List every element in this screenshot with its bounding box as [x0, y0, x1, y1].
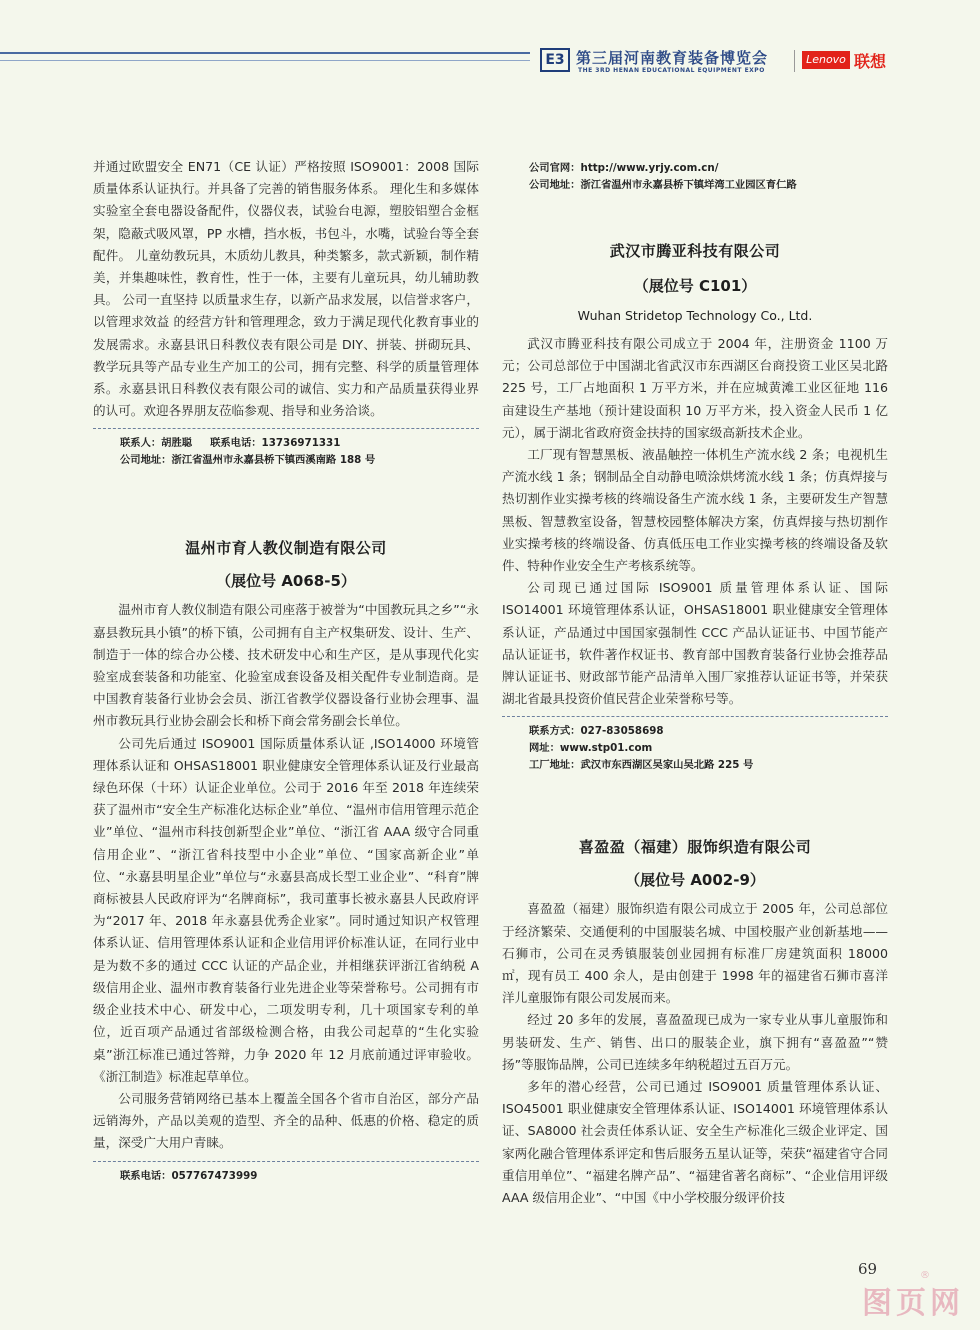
- contact-address: 公司地址：浙江省温州市永嘉县桥下镇西溪南路 188 号: [120, 454, 376, 467]
- contact-phone: 联系方式：027-83058698: [529, 725, 664, 738]
- page-number: 69: [858, 1260, 878, 1278]
- header-rule-bottom: [0, 60, 530, 61]
- company-english-name: Wuhan Stridetop Technology Co., Ltd.: [577, 308, 813, 323]
- company-paragraph: 公司服务营销网络已基本上覆盖全国各个省市自治区，部分产品远销海外，产品以美观的造型、齐全的品种、低惠的价格、稳定的质量，深受广大用户青睐。: [93, 1090, 479, 1151]
- contact-block-1: [93, 435, 479, 469]
- header-divider: [794, 50, 795, 72]
- contact-block-2: [93, 1168, 479, 1185]
- divider: [502, 716, 888, 717]
- company-booth: （展位号 A068-5）: [216, 572, 356, 591]
- lenovo-cn-logo: 联想: [854, 52, 887, 71]
- expo-logo-icon: E3: [540, 48, 570, 72]
- registered-mark: ®: [920, 1270, 930, 1281]
- company-booth: （展位号 A002-9）: [625, 871, 765, 890]
- company-paragraph: 多年的潜心经营，公司已通过 ISO9001 质量管理体系认证、ISO45001 职业健康安全管理体系认证、ISO14001 环境管理体系认证、SA8000 社会责任体系认证、安全生产标准化三级企业评定、国家两化融合管理体系评定和售后服务五星认证等，荣获“福建省守合同重信用单位”、“福建名牌产品”、“福建省著名商标”、“企业信用评级 AAA 级信用企业”、“中国《中小学校服分级评价技: [502, 1079, 888, 1206]
- company-paragraph: 武汉市腾亚科技有限公司成立于 2004 年，注册资金 1100 万元；公司总部位于中国湖北省武汉市东西湖区台商投资工业区吴北路 225 号，工厂占地面积 1 万平方米，并在应城黄滩工业区征地 116 亩建设生产基地（预计建设面积 10 万平方米，投入资金人民币 1 亿元），属于湖北省政府资金扶持的国家级高新技术企业。: [502, 336, 888, 440]
- contact-address: 工厂地址：武汉市东西湖区吴家山吴北路 225 号: [529, 759, 754, 772]
- right-column: [502, 160, 888, 1209]
- company-paragraph: 经过 20 多年的发展，喜盈盈现已成为一家专业从事儿童服饰和男装研发、生产、销售、出口的服装企业，旗下拥有“喜盈盈”“赞扬”等服饰品牌，公司已连续多年纳税超过五百万元。: [502, 1012, 888, 1072]
- company-title: 武汉市腾亚科技有限公司: [609, 242, 781, 260]
- company-address: 公司地址：浙江省温州市永嘉县桥下镇垟湾工业园区育仁路: [529, 179, 797, 191]
- expo-title: 第三届河南教育装备博览会: [576, 49, 769, 67]
- company-website: 公司官网：http://www.yrjy.com.cn/: [529, 162, 719, 174]
- company-title: 喜盈盈（福建）服饰织造有限公司: [578, 838, 812, 857]
- contact-phone: 联系电话：057767473999: [120, 1169, 258, 1182]
- divider: [93, 428, 479, 429]
- company-paragraph: 喜盈盈（福建）服饰织造有限公司成立于 2005 年，公司总部位于经济繁荣、交通便利的中国服装名城、中国校服产业创新基地——石狮市，公司在灵秀镇服装创业园拥有标准厂房建筑面积 18000 ㎡，现有员工 400 余人，是由创建于 1998 年的福建省石狮市喜洋洋儿童服饰有限公司发展而来。: [502, 901, 888, 1006]
- divider: [93, 1161, 479, 1162]
- contact-website: 网址：www.stp01.com: [529, 742, 653, 755]
- company-paragraph: 温州市育人教仪制造有限公司座落于被誉为“中国教玩具之乡”“永嘉县教玩具小镇”的桥下镇，公司拥有自主产权集研发、设计、生产、制造于一体的综合办公楼、技术研发中心和生产区，是从事现代化实验室成套装备和功能室、化验室成套设备及相关配件专业制造商。是中国教育装备行业协会会员、浙江省教学仪器设备行业协会理事、温州市教玩具行业协会副会长和桥下商会常务副会长单位。: [93, 602, 479, 729]
- expo-subtitle: THE 3RD HENAN EDUCATIONAL EQUIPMENT EXPO: [578, 67, 765, 74]
- contact-phone: 联系电话：13736971331: [210, 437, 341, 450]
- company-paragraph: 公司现已通过国际 ISO9001 质量管理体系认证、国际 ISO14001 环境管理体系认证，OHSAS18001 职业健康安全管理体系认证，产品通过中国国家强制性 CCC 产品认证证书、中国节能产品认证证书，软件著作权证书、教育部中国教育装备行业协会推荐品牌认证证书、财政部节能产品清单入围厂家推荐认证证书等，并荣获湖北省最具投资价值民营企业荣誉称号等。: [502, 580, 888, 707]
- continued-text: 并通过欧盟安全 EN71（CE 认证）严格按照 ISO9001：2008 国际质量体系认证执行。并具备了完善的销售服务体系。 理化生和多媒体实验室全套电器设备配件，仪器仪表，试验台电源，塑胶铝塑合金框架，隐蔽式吸风罩，PP 水槽，挡水板，书包斗，水嘴，试验台等全套配件。 儿童幼教玩具，木质幼儿教具，种类繁多，款式新颖，制作精美，并集趣味性，教育性，性于一体，主要有儿童玩具，幼儿辅助教具。 公司一直坚持 以质量求生存，以新产品求发展，以信誉求客户，以管理求效益 的经营方针和管理理念，致力于满足现代化教育事业的发展需求。永嘉县讯日科教仪表有限公司是 DIY、拼装、拼砌玩具、教学玩具等产品专业生产加工的公司，拥有完整、科学的质量管理体系。永嘉县讯日科教仪表有限公司的诚信、实力和产品质量获得业界的认可。欢迎各界朋友莅临参观、指导和业务洽谈。: [93, 159, 479, 419]
- company-paragraph: 公司先后通过 ISO9001 国际质量体系认证 ,ISO14000 环境管理体系认证和 OHSAS18001 职业健康安全管理体系认证及行业最高绿色环保（十环）认证企业单位。公司于 2016 年至 2018 年连续荣获了温州市“安全生产标准化达标企业”单位、“温州市信用管理示范企业”单位、“温州市科技创新型企业”单位、“浙江省 AAA 级守合同重信用企业”、“浙江省科技型中小企业”单位、“国家高新企业”单位、“永嘉县明星企业”单位与“永嘉县高成长型工业企业”、“科育”牌商标被县人民政府评为“名牌商标”，我司董事长被永嘉县人民政府评为“2017 年、2018 年永嘉县优秀企业家”。同时通过知识产权管理体系认证、信用管理体系认证和企业信用评价标准认证，在同行业中是为数不多的通过 CCC 认证的产品企业，并相继获评浙江省纳税 A 级信用企业、温州市教育装备行业先进企业等荣誉称号。公司拥有市级企业技术中心、研发中心，二项发明专利，几十项国家专利的单位，近百项产品通过省部级检测合格，由我公司起草的“生化实验桌”浙江标准已通过答辩，力争 2020 年 12 月底前通过评审验收。《浙江制造》标准起草单位。: [93, 735, 479, 1084]
- left-column: [93, 156, 479, 1185]
- watermark-logo: 图页网: [862, 1286, 964, 1321]
- lenovo-logo: Lenovo: [802, 51, 850, 69]
- contact-block-3: [502, 723, 888, 774]
- company-booth: （展位号 C101）: [633, 277, 757, 295]
- contact-block-top: [502, 160, 888, 194]
- company-title: 温州市育人教仪制造有限公司: [185, 539, 387, 558]
- header-rule-top: [0, 52, 530, 54]
- company-paragraph: 工厂现有智慧黑板、液晶触控一体机生产流水线 2 条；电视机生产流水线 1 条；钢制品全自动静电喷涂烘烤流水线 1 条；仿真焊接与热切割作业实操考核的终端设备生产流水线 1 条，主要研发生产智慧黑板、智慧教室设备，智慧校园整体解决方案，仿真焊接与热切割作业实操考核的终端设备、仿真低压电工作业实操考核的终端设备及软件、特种作业安全生产考核系统等。: [502, 447, 888, 574]
- contact-person: 联系人：胡胜聪: [120, 437, 193, 450]
